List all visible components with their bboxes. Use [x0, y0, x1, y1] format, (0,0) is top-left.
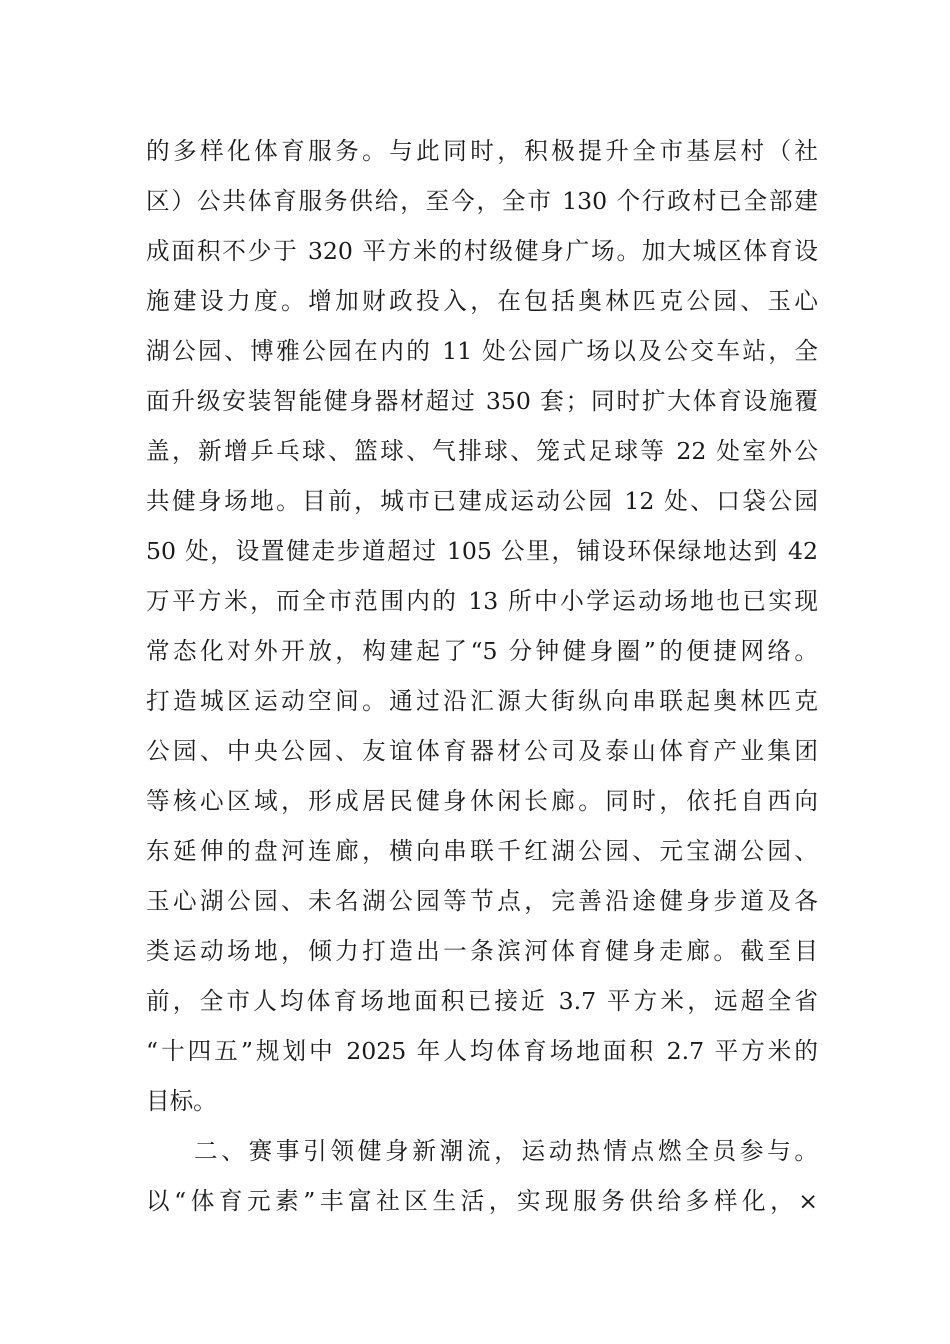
text-line: 常态化对外开放，构建起了“5 分钟健身圈”的便捷网络。 [146, 637, 818, 665]
text-line: “十四五”规划中 2025 年人均体育场地面积 2.7 平方米的 [146, 1037, 818, 1065]
text-line: 打造城区运动空间。通过沿汇源大街纵向串联起奥林匹克 [146, 687, 818, 715]
text-line: 成面积不少于 320 平方米的村级健身广场。加大城区体育设 [146, 237, 818, 265]
text-line: 以“体育元素”丰富社区生活，实现服务供给多样化，× [146, 1187, 819, 1215]
text-line: 湖公园、博雅公园在内的 11 处公园广场以及公交车站，全 [146, 337, 818, 365]
text-line: 共健身场地。目前，城市已建成运动公园 12 处、口袋公园 [146, 487, 818, 515]
text-line: 的多样化体育服务。与此同时，积极提升全市基层村（社 [146, 137, 818, 165]
text-line: 盖，新增乒乓球、篮球、气排球、笼式足球等 22 处室外公 [146, 437, 818, 465]
text-line: 等核心区域，形成居民健身休闲长廊。同时，依托自西向 [146, 787, 818, 815]
section-heading-line: 二、赛事引领健身新潮流，运动热情点燃全员参与。 [194, 1137, 818, 1165]
text-line: 公园、中央公园、友谊体育器材公司及泰山体育产业集团 [146, 737, 818, 765]
text-line: 类运动场地，倾力打造出一条滨河体育健身走廊。截至目 [146, 937, 818, 965]
text-line: 万平方米，而全市范围内的 13 所中小学运动场地也已实现 [146, 587, 818, 615]
paragraph-end-line: 目标。 [146, 1087, 217, 1115]
body-text [146, 126, 818, 1226]
text-line: 面升级安装智能健身器材超过 350 套；同时扩大体育设施覆 [146, 387, 818, 415]
text-line: 50 处，设置健走步道超过 105 公里，铺设环保绿地达到 42 [146, 537, 818, 565]
text-line: 前，全市人均体育场地面积已接近 3.7 平方米，远超全省 [146, 987, 818, 1015]
text-line: 施建设力度。增加财政投入，在包括奥林匹克公园、玉心 [146, 287, 818, 315]
text-line: 区）公共体育服务供给，至今，全市 130 个行政村已全部建 [146, 187, 818, 215]
text-line: 东延伸的盘河连廊，横向串联千红湖公园、元宝湖公园、 [146, 837, 818, 865]
text-line: 玉心湖公园、未名湖公园等节点，完善沿途健身步道及各 [146, 887, 818, 915]
